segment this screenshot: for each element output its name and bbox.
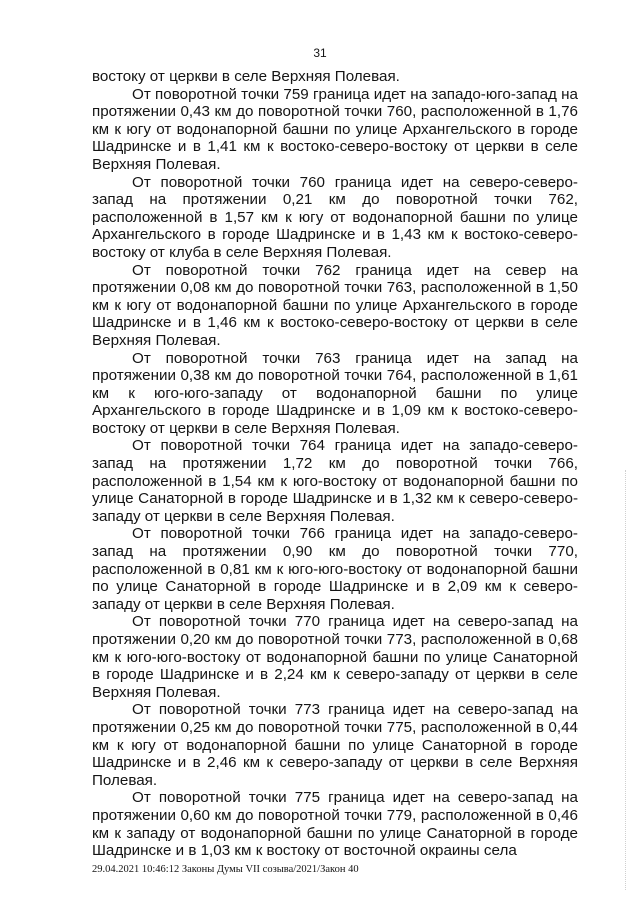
page-number: 31 bbox=[313, 46, 327, 60]
paragraph: От поворотной точки 759 граница идет на западо-юго-запад на протяжении 0,43 км до поворотной точки 760, расположенной в 1,76 км к югу от водонапорной башни по улице Архангельского в городе Шадринске и в 1,41 км к востоко-северо-востоку от церкви в селе Верхняя Полевая. bbox=[92, 85, 578, 173]
paragraph: От поворотной точки 762 граница идет на север на протяжении 0,08 км до поворотной точки 763, расположенной в 1,50 км к югу от водонапорной башни по улице Архангельского в городе Шадринске и в 1,46 км к востоко-северо-востоку от церкви в селе Верхняя Полевая. bbox=[92, 261, 578, 349]
paragraph: От поворотной точки 760 граница идет на северо-северо-запад на протяжении 0,21 км до поворотной точки 762, расположенной в 1,57 км к югу от водонапорной башни по улице Архангельского в городе Шадринске и в 1,43 км к востоко-северо-востоку от клуба в селе Верхняя Полевая. bbox=[92, 173, 578, 261]
paragraph: От поворотной точки 764 граница идет на западо-северо-запад на протяжении 1,72 км до поворотной точки 766, расположенной в 1,54 км к юго-востоку от водонапорной башни по улице Санаторной в городе Шадринске и в 1,32 км к северо-северо-западу от церкви в селе Верхняя Полевая. bbox=[92, 437, 578, 525]
document-body bbox=[92, 68, 578, 860]
paragraph: От поворотной точки 773 граница идет на северо-запад на протяжении 0,25 км до поворотной точки 775, расположенной в 0,44 км к югу от водонапорной башни по улице Санаторной в городе Шадринске и в 2,46 км к северо-западу от церкви в селе Верхняя Полевая. bbox=[92, 701, 578, 789]
paragraph-continuation: востоку от церкви в селе Верхняя Полевая. bbox=[92, 68, 400, 85]
margin-stamp-mark bbox=[625, 470, 636, 890]
paragraph: От поворотной точки 775 граница идет на северо-запад на протяжении 0,60 км до поворотной точки 779, расположенной в 0,46 км к западу от водонапорной башни по улице Санаторной в городе Шадринске и в 1,03 км к востоку от восточной окраины села bbox=[92, 789, 578, 860]
paragraph: От поворотной точки 766 граница идет на западо-северо-запад на протяжении 0,90 км до поворотной точки 770, расположенной в 0,81 км к юго-юго-востоку от водонапорной башни по улице Санаторной в городе Шадринске и в 2,09 км к северо-западу от церкви в селе Верхняя Полевая. bbox=[92, 525, 578, 613]
paragraph: От поворотной точки 770 граница идет на северо-запад на протяжении 0,20 км до поворотной точки 773, расположенной в 0,68 км к юго-юго-востоку от водонапорной башни по улице Санаторной в городе Шадринске и в 2,24 км к северо-западу от церкви в селе Верхняя Полевая. bbox=[92, 613, 578, 701]
paragraph: От поворотной точки 763 граница идет на запад на протяжении 0,38 км до поворотной точки 764, расположенной в 1,61 км к юго-юго-западу от водонапорной башни по улице Архангельского в городе Шадринске и в 1,09 км к востоко-северо-востоку от церкви в селе Верхняя Полевая. bbox=[92, 349, 578, 437]
document-footer: 29.04.2021 10:46:12 Законы Думы VII созыва/2021/Закон 40 bbox=[92, 864, 359, 875]
